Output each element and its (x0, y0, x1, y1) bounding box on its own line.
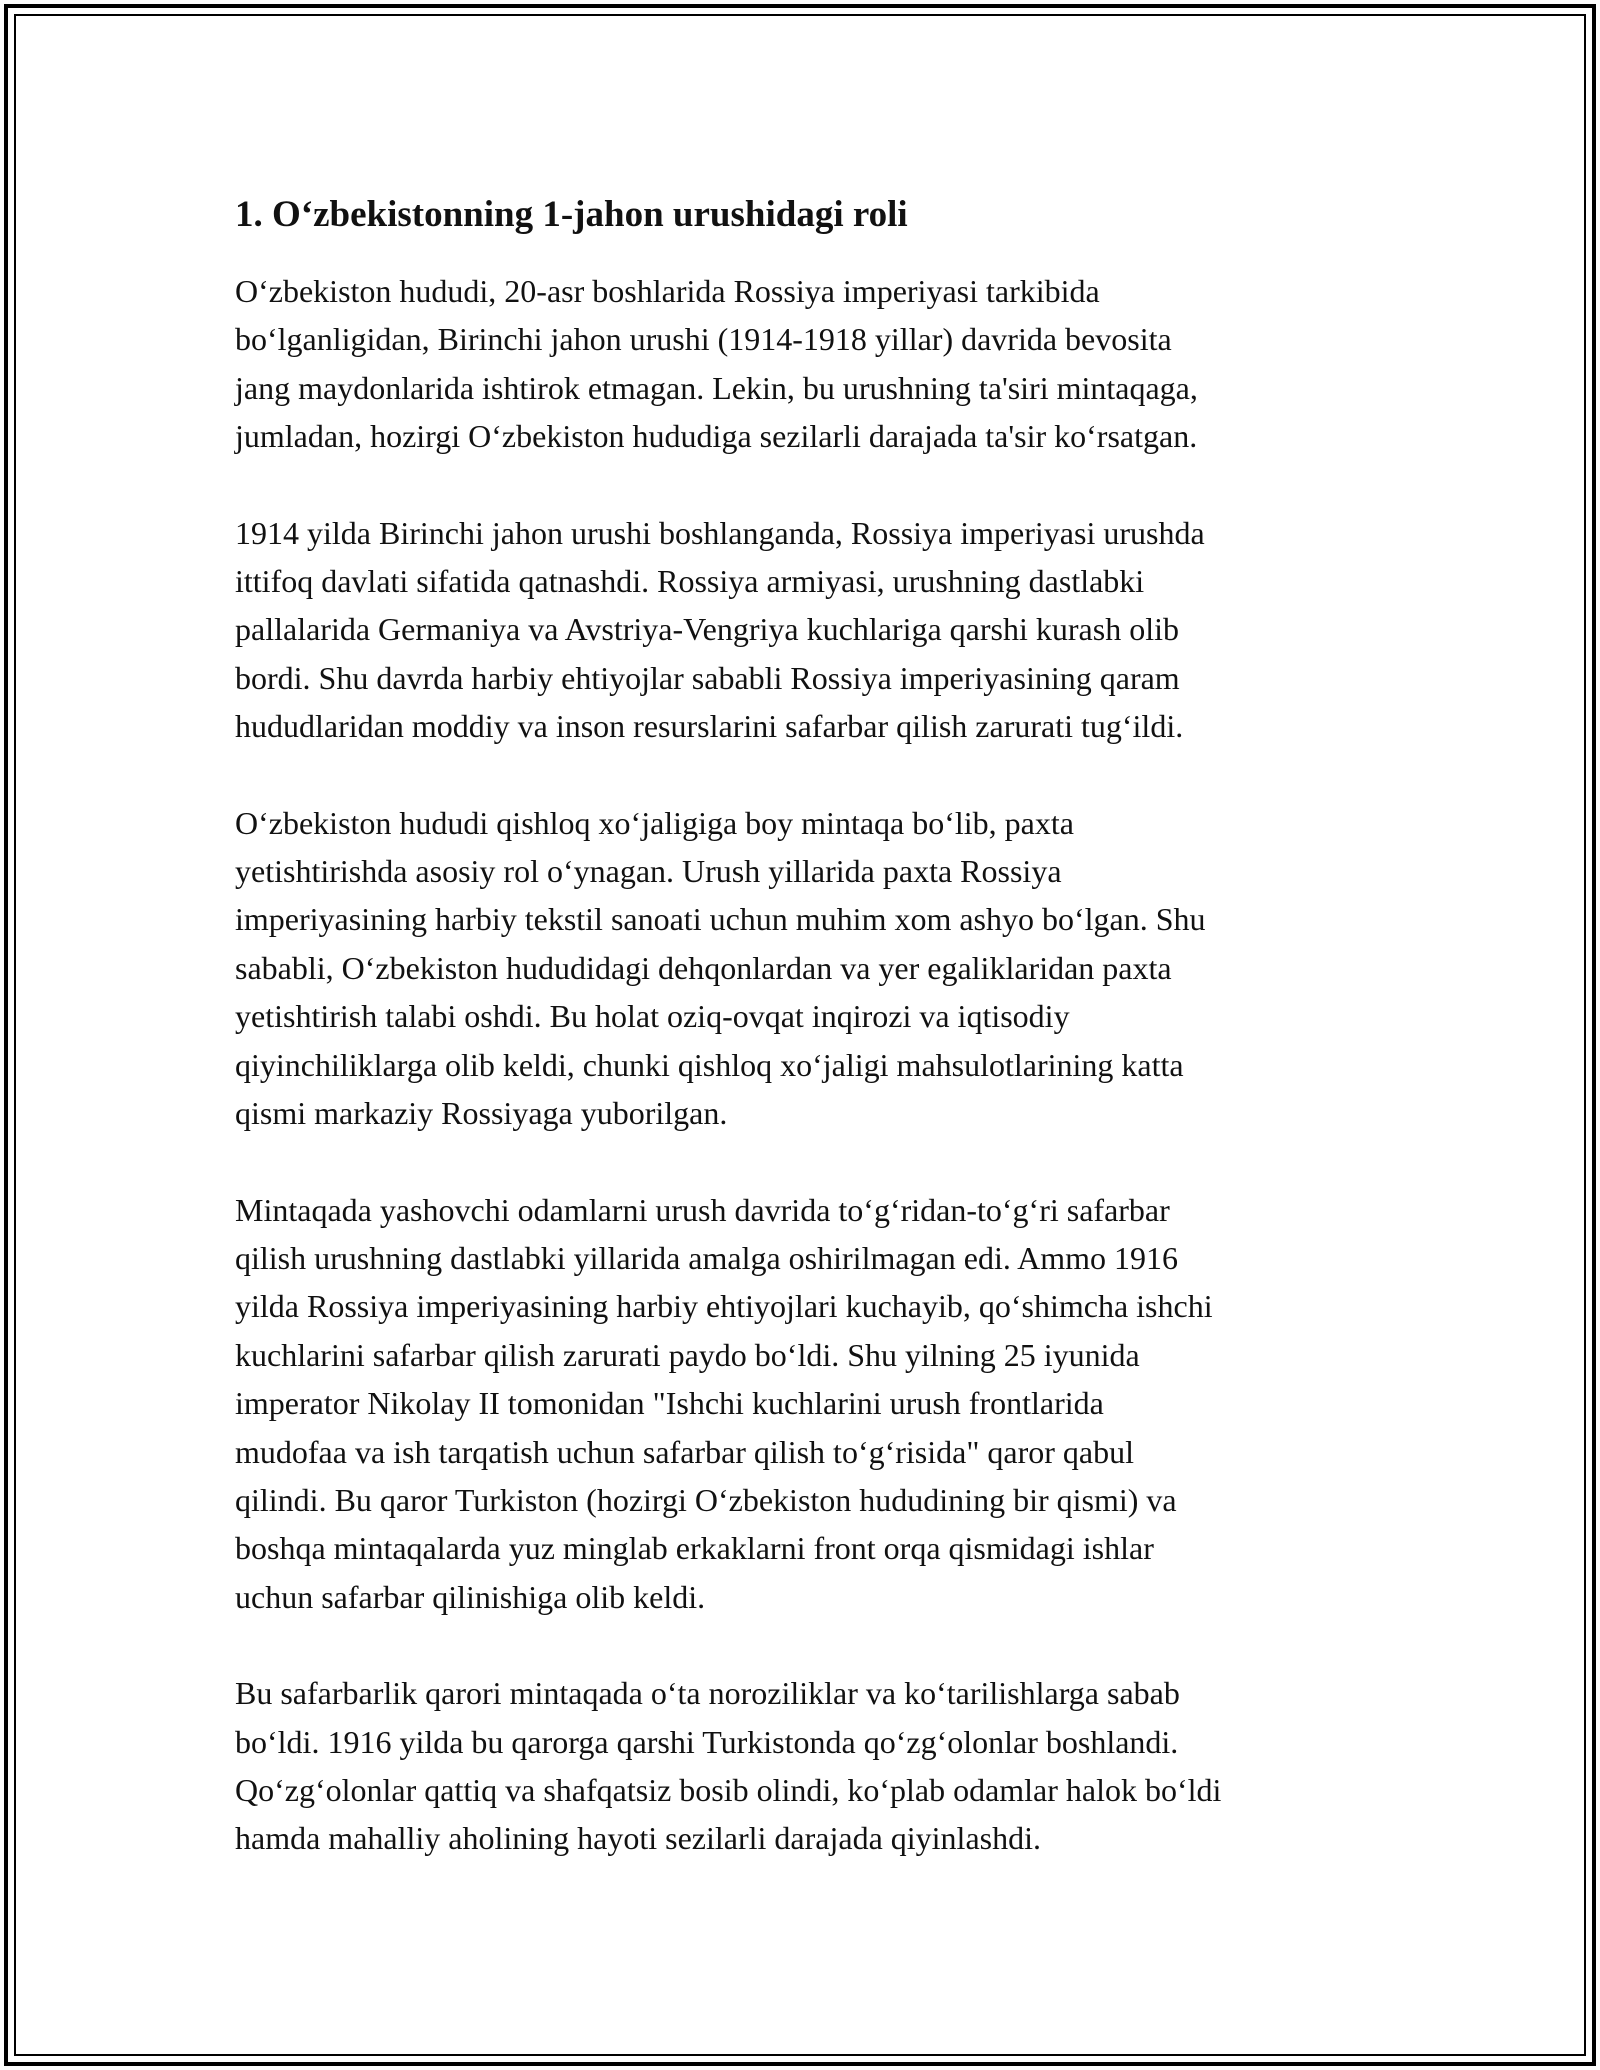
paragraph-2: 1914 yilda Birinchi jahon urushi boshlanganda, Rossiya imperiyasi urushda ittifoq davlati sifatida qatnashdi. Rossiya armiyasi, urushning dastlabki pallalarida Germaniya va Avstriya-Vengriya kuchlariga qarshi kurash olib bordi. Shu davrda harbiy ehtiyojlar sababli Rossiya imperiyasining qaram hududlaridan moddiy va inson resurslarini safarbar qilish zarurati tug‘ildi. (235, 514, 1205, 745)
paragraph-3: O‘zbekiston hududi qishloq xo‘jaligiga boy mintaqa bo‘lib, paxta yetishtirishda asosiy rol o‘ynagan. Urush yillarida paxta Rossiya imperiyasining harbiy tekstil sanoati uchun muhim xom ashyo bo‘lgan. Shu sababli, O‘zbekiston hududidagi dehqonlardan va yer egaliklaridan paxta yetishtirish talabi oshdi. Bu holat oziq-ovqat inqirozi va iqtisodiy qiyinchiliklarga olib keldi, chunki qishloq xo‘jaligi mahsulotlarining katta qismi markaziy Rossiyaga yuborilgan. (235, 804, 1206, 1132)
section-title: 1. O‘zbekistonning 1-jahon urushidagi roli (235, 194, 908, 235)
paragraph-1: O‘zbekiston hududi, 20-asr boshlarida Rossiya imperiyasi tarkibida bo‘lganligidan, Birinchi jahon urushi (1914-1918 yillar) davrida bevosita jang maydonlarida ishtirok etmagan. Lekin, bu urushning ta'siri mintaqaga, jumladan, hozirgi O‘zbekiston hududiga sezilarli darajada ta'sir ko‘rsatgan. (235, 273, 1198, 455)
document-body (235, 185, 1375, 1911)
paragraph-4: Mintaqada yashovchi odamlarni urush davrida to‘g‘ridan-to‘g‘ri safarbar qilish urushning dastlabki yillarida amalga oshirilmagan edi. Ammo 1916 yilda Rossiya imperiyasining harbiy ehtiyojlari kuchayib, qo‘shimcha ishchi kuchlarini safarbar qilish zarurati paydo bo‘ldi. Shu yilning 25 iyunida imperator Nikolay II tomonidan "Ishchi kuchlarini urush frontlarida mudofaa va ish tarqatish uchun safarbar qilish to‘g‘risida" qaror qabul qilindi. Bu qaror Turkiston (hozirgi O‘zbekiston hududining bir qismi) va boshqa mintaqalarda yuz minglab erkaklarni front orqa qismidagi ishlar uchun safarbar qilinishiga olib keldi. (235, 1191, 1213, 1615)
paragraph-5: Bu safarbarlik qarori mintaqada o‘ta noroziliklar va ko‘tarilishlarga sabab bo‘ldi. 1916 yilda bu qarorga qarshi Turkistonda qo‘zg‘olonlar boshlandi. Qo‘zg‘olonlar qattiq va shafqatsiz bosib olindi, ko‘plab odamlar halok bo‘ldi hamda mahalliy aholining hayoti sezilarli darajada qiyinlashdi. (235, 1675, 1222, 1857)
